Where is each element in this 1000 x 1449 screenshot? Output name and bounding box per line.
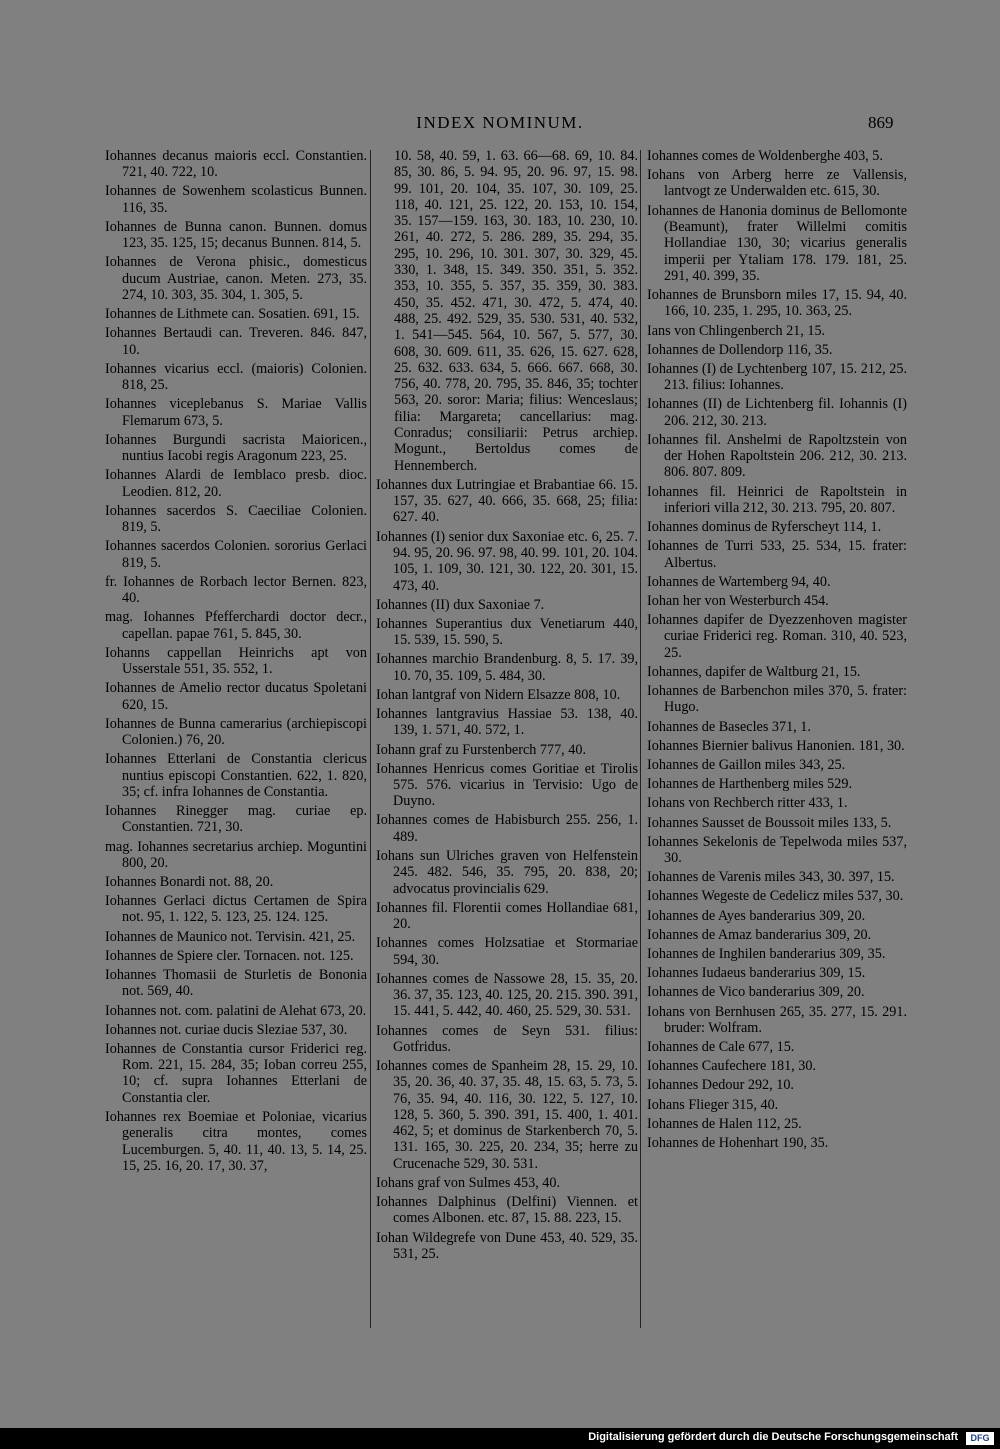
index-entry: Iohannes vicarius eccl. (maioris) Colonien. 818, 25.: [105, 360, 367, 394]
index-entry: Iohannes de Maunico not. Tervisin. 421, 25.: [105, 928, 356, 945]
index-entry: Iohannes de Varenis miles 343, 30. 397, 15.: [647, 869, 895, 886]
index-entry: Iohannes de Wartemberg 94, 40.: [647, 573, 831, 590]
index-entry: Iohannes not. curiae ducis Sleziae 537, 30.: [105, 1021, 348, 1038]
index-entry: Iohannes comes Holzsatiae et Stormariae 594, 30.: [376, 935, 638, 968]
index-entry: Iohannes de Barbenchon miles 370, 5. frater: Hugo.: [647, 683, 907, 716]
column-rule: [640, 150, 641, 1328]
index-entry: Iohannes (II) de Lichtenberg fil. Iohannis (I) 206. 212, 30. 213.: [647, 396, 907, 429]
index-entry: Iohannes de Hanonia dominus de Bellomonte (Beamunt), frater Willelmi comitis Hollandiae 130, 30; vicarius generalis imperii per Ytaliam 178. 179. 181, 25. 291, 40. 399, 35.: [647, 202, 907, 284]
index-entry: mag. Iohannes Pfefferchardi doctor decr., capellan. papae 761, 5. 845, 30.: [105, 609, 367, 642]
index-entry: Iohannes Bertaudi can. Treveren. 846. 847, 10.: [105, 325, 367, 358]
page-number: 869: [868, 113, 894, 132]
column-rule: [370, 150, 371, 1328]
index-entry: Iohannes Bonardi not. 88, 20.: [105, 873, 274, 890]
index-entry: Iohannes dominus de Ryferscheyt 114, 1.: [647, 519, 882, 536]
index-entry: Iohannes, dapifer de Waltburg 21, 15.: [647, 663, 861, 680]
index-entry: Iohannes comes de Seyn 531. filius: Gotfridus.: [376, 1022, 638, 1055]
index-entry: Iohannes Thomasii de Sturletis de Bononia not. 569, 40.: [105, 967, 367, 1000]
index-entry: Iohans Flieger 315, 40.: [647, 1096, 779, 1113]
index-entry: Iohanns cappellan Heinrichs apt von Usserstale 551, 35. 552, 1.: [105, 644, 367, 678]
index-entry: Iohannes Wegeste de Cedelicz miles 537, 30.: [647, 888, 904, 905]
index-entry: Iohannes marchio Brandenburg. 8, 5. 17. 39, 10. 70, 35. 109, 5. 484, 30.: [376, 651, 638, 684]
index-entry: Iohannes (II) dux Saxoniae 7.: [376, 596, 545, 613]
index-entry: Iohannes dux Lutringiae et Brabantiae 66. 15. 157, 35. 627, 40. 666, 35. 668, 25; filia: 627. 40.: [376, 476, 638, 526]
index-entry: Iohannes decanus maioris eccl. Constantien. 721, 40. 722, 10.: [105, 148, 367, 181]
index-entry: Iohannes Rinegger mag. curiae ep. Constantien. 721, 30.: [105, 803, 367, 836]
index-entry: Iohannes (I) de Lychtenberg 107, 15. 212, 25. 213. filius: Iohannes.: [647, 360, 907, 394]
index-entry: Iohannes fil. Heinrici de Rapoltstein in inferiori villa 212, 30. 213. 795, 20. 807.: [647, 483, 907, 516]
index-entry: Iohannes Alardi de Iemblaco presb. dioc. Leodien. 812, 20.: [105, 467, 367, 500]
index-entry: Iohannes Iudaeus banderarius 309, 15.: [647, 965, 866, 982]
index-entry: Iohannes Sausset de Boussoit miles 133, 5.: [647, 814, 892, 831]
index-entry: fr. Iohannes de Rorbach lector Bernen. 823, 40.: [105, 573, 367, 607]
dfg-logo: DFG: [966, 1432, 994, 1445]
index-entry: Iohannes fil. Florentii comes Hollandiae 681, 20.: [376, 899, 638, 933]
index-entry: 10. 58, 40. 59, 1. 63. 66—68. 69, 10. 84. 85, 30. 86, 5. 94. 95, 20. 96. 97, 15. 98. 99. 101, 20. 104, 35. 107, 30. 109, 25. 118, 40. 121, 25. 122, 20. 153, 10. 154, 35. 157—159. 163, 30. 183, 10. 230, 10. 261, 40. 272, 5. 286. 289, 35. 294, 35. 295, 10. 296, 10. 301. 307, 30. 329, 45. 330, 1. 348, 15. 349. 350. 351, 5. 352. 353, 10. 355, 5. 357, 35. 359, 30. 383. 450, 35. 452. 471, 30. 472, 5. 474, 40. 488, 25. 492. 529, 35. 530. 531, 40. 532, 1. 541—545. 564, 10. 567, 5. 577, 30. 608, 30. 609. 611, 35. 626, 15. 627. 628, 25. 632. 633. 634, 5. 666. 667. 668, 30. 756, 40. 778, 20. 795, 35. 846, 35; tochter 563, 20. soror: Maria; filius: Wenceslaus; filia: Margareta; cancellarius: mag. Conradus; consiliarii: Petrus archiep. Mogunt., Bertoldus comes de Hennemberch.: [394, 148, 638, 474]
index-entry: Iohans von Arberg herre ze Vallensis, lantvogt ze Underwalden etc. 615, 30.: [647, 167, 907, 200]
footer-credit: Digitalisierung gefördert durch die Deutsche Forschungsgemeinschaft: [588, 1431, 958, 1443]
index-entry: Iohannes de Vico banderarius 309, 20.: [647, 984, 865, 1001]
index-entry: Iohannes de Bunna camerarius (archiepiscopi Colonien.) 76, 20.: [105, 715, 367, 749]
index-entry: Iohannes (I) senior dux Saxoniae etc. 6, 25. 7. 94. 95, 20. 96. 97. 98, 40. 99. 101, 20. 104. 105, 1. 109, 30. 121, 30. 122, 20. 301, 15. 473, 40.: [376, 528, 638, 594]
index-entry: Iohan lantgraf von Nidern Elsazze 808, 10.: [376, 686, 621, 703]
index-entry: Iohannes comes de Nassowe 28, 15. 35, 20. 36. 37, 35. 123, 40. 125, 20. 215. 390. 391, 15. 441, 5. 442, 40. 460, 25. 529, 30. 531.: [376, 970, 638, 1020]
index-entry: Iohannes de Hohenhart 190, 35.: [647, 1134, 829, 1151]
index-entry: Iohannes de Bunna canon. Bunnen. domus 123, 35. 125, 15; decanus Bunnen. 814, 5.: [105, 218, 367, 252]
index-entry: Iohannes Superantius dux Venetiarum 440, 15. 539, 15. 590, 5.: [376, 615, 638, 649]
footer-bar: [0, 1428, 1000, 1449]
index-entry: Iohann graf zu Furstenberch 777, 40.: [376, 741, 586, 758]
index-entry: Iohannes Henricus comes Goritiae et Tirolis 575. 576. vicarius in Tervisio: Ugo de Duyno.: [376, 760, 638, 810]
index-entry: Iohannes de Brunsborn miles 17, 15. 94, 40. 166, 10. 235, 1. 295, 10. 363, 25.: [647, 287, 907, 320]
index-entry: Iohannes de Turri 533, 25. 534, 15. frater: Albertus.: [647, 538, 907, 571]
index-entry: Iohan Wildegrefe von Dune 453, 40. 529, 35. 531, 25.: [376, 1229, 638, 1262]
index-entry: mag. Iohannes secretarius archiep. Moguntini 800, 20.: [105, 838, 367, 871]
index-entry: Iohannes Biernier balivus Hanonien. 181, 30.: [647, 737, 905, 754]
index-entry: Iohannes de Sowenhem scolasticus Bunnen. 116, 35.: [105, 183, 367, 216]
index-entry: Iohannes de Dollendorp 116, 35.: [647, 341, 833, 358]
index-entry: Iohannes Dalphinus (Delfini) Viennen. et comes Albonen. etc. 87, 15. 88. 223, 15.: [376, 1194, 638, 1227]
index-entry: Iohans sun Ulriches graven von Helfenstein 245. 482. 546, 35. 795, 20. 838, 20; advocatus provincialis 629.: [376, 847, 638, 897]
index-entry: Iohannes comes de Woldenberghe 403, 5.: [647, 148, 883, 164]
index-entry: Iohans von Rechberch ritter 433, 1.: [647, 795, 848, 812]
index-entry: Iohannes Burgundi sacrista Maioricen., nuntius Iacobi regis Aragonum 223, 25.: [105, 431, 367, 465]
index-column-1: [105, 148, 367, 1177]
index-entry: Iohannes rex Boemiae et Poloniae, vicarius generalis citra montes, comes Lucemburgen. 5, 40. 11, 40. 13, 5. 14, 25. 15, 25. 16, 20. 17, 30. 37,: [105, 1108, 367, 1174]
index-entry: Iohannes de Inghilen banderarius 309, 35.: [647, 946, 886, 962]
index-entry: Iohannes dapifer de Dyezzenhoven magister curiae Friderici reg. Roman. 310, 40. 523, 25.: [647, 612, 907, 661]
index-entry: Iohannes de Constantia cursor Friderici reg. Rom. 221, 15. 284, 35; Ioban correu 255, 10; cf. supra Iohannes Etterlani de Constantia cler.: [105, 1040, 367, 1106]
index-entry: Iohannes de Amelio rector ducatus Spoletani 620, 15.: [105, 680, 367, 713]
index-entry: Iohannes de Amaz banderarius 309, 20.: [647, 926, 872, 943]
index-entry: Iohannes de Basecles 371, 1.: [647, 718, 811, 735]
index-entry: Iohannes viceplebanus S. Mariae Vallis Flemarum 673, 5.: [105, 396, 367, 429]
index-entry: Iohannes Caufechere 181, 30.: [647, 1058, 817, 1075]
index-entry: Ians von Chlingenberch 21, 15.: [647, 322, 826, 339]
index-entry: Iohannes lantgravius Hassiae 53. 138, 40. 139, 1. 571, 40. 572, 1.: [376, 706, 638, 739]
index-entry: Iohannes sacerdos Colonien. sororius Gerlaci 819, 5.: [105, 538, 367, 571]
index-entry: Iohannes Dedour 292, 10.: [647, 1077, 794, 1094]
index-entry: Iohannes de Ayes banderarius 309, 20.: [647, 907, 866, 924]
index-column-2: [376, 148, 638, 1265]
index-entry: Iohannes comes de Spanheim 28, 15. 29, 10. 35, 20. 36, 40. 37, 35. 48, 15. 63, 5. 73, 5. 76, 35. 94, 40. 116, 30. 122, 5. 127, 10. 128, 5. 360, 5. 390. 391, 15. 400, 1. 401. 462, 5; et dominus de Starkenberch 70, 5. 131. 165, 30. 225, 20. 234, 35; herre zu Crucenache 529, 30. 531.: [376, 1057, 638, 1172]
index-entry: Iohannes Etterlani de Constantia clericus nuntius episcopi Constantien. 622, 1. 820, 35; cf. infra Iohannes de Constantia.: [105, 751, 367, 800]
index-entry: Iohannes de Cale 677, 15.: [647, 1039, 795, 1056]
index-entry: Iohannes de Spiere cler. Tornacen. not. 125.: [105, 947, 354, 964]
index-entry: Iohannes de Lithmete can. Sosatien. 691, 15.: [105, 306, 360, 323]
index-entry: Iohans von Bernhusen 265, 35. 277, 15. 291. bruder: Wolfram.: [647, 1003, 907, 1036]
index-entry: Iohannes de Halen 112, 25.: [647, 1115, 802, 1132]
index-entry: Iohannes de Gaillon miles 343, 25.: [647, 757, 846, 774]
index-entry: Iohan her von Westerburch 454.: [647, 593, 829, 609]
index-entry: Iohannes sacerdos S. Caeciliae Colonien. 819, 5.: [105, 502, 367, 536]
index-entry: Iohannes comes de Habisburch 255. 256, 1. 489.: [376, 812, 638, 845]
index-entry: Iohannes Sekelonis de Tepelwoda miles 537, 30.: [647, 833, 907, 867]
index-entry: Iohannes not. com. palatini de Alehat 673, 20.: [105, 1002, 367, 1019]
index-entry: Iohannes fil. Anshelmi de Rapoltzstein von der Hohen Rapoltstein 206. 212, 30. 213. 806. 807. 809.: [647, 431, 907, 481]
index-column-3: [647, 148, 907, 1154]
index-entry: Iohannes de Verona phisic., domesticus ducum Austriae, canon. Meten. 273, 35. 274, 10. 303, 35. 304, 1. 305, 5.: [105, 254, 367, 304]
index-entry: Iohannes Gerlaci dictus Certamen de Spira not. 95, 1. 122, 5. 123, 25. 124. 125.: [105, 893, 367, 926]
index-entry: Iohans graf von Sulmes 453, 40.: [376, 1174, 561, 1191]
running-header: INDEX NOMINUM.: [416, 113, 584, 132]
index-entry: Iohannes de Harthenberg miles 529.: [647, 776, 853, 793]
